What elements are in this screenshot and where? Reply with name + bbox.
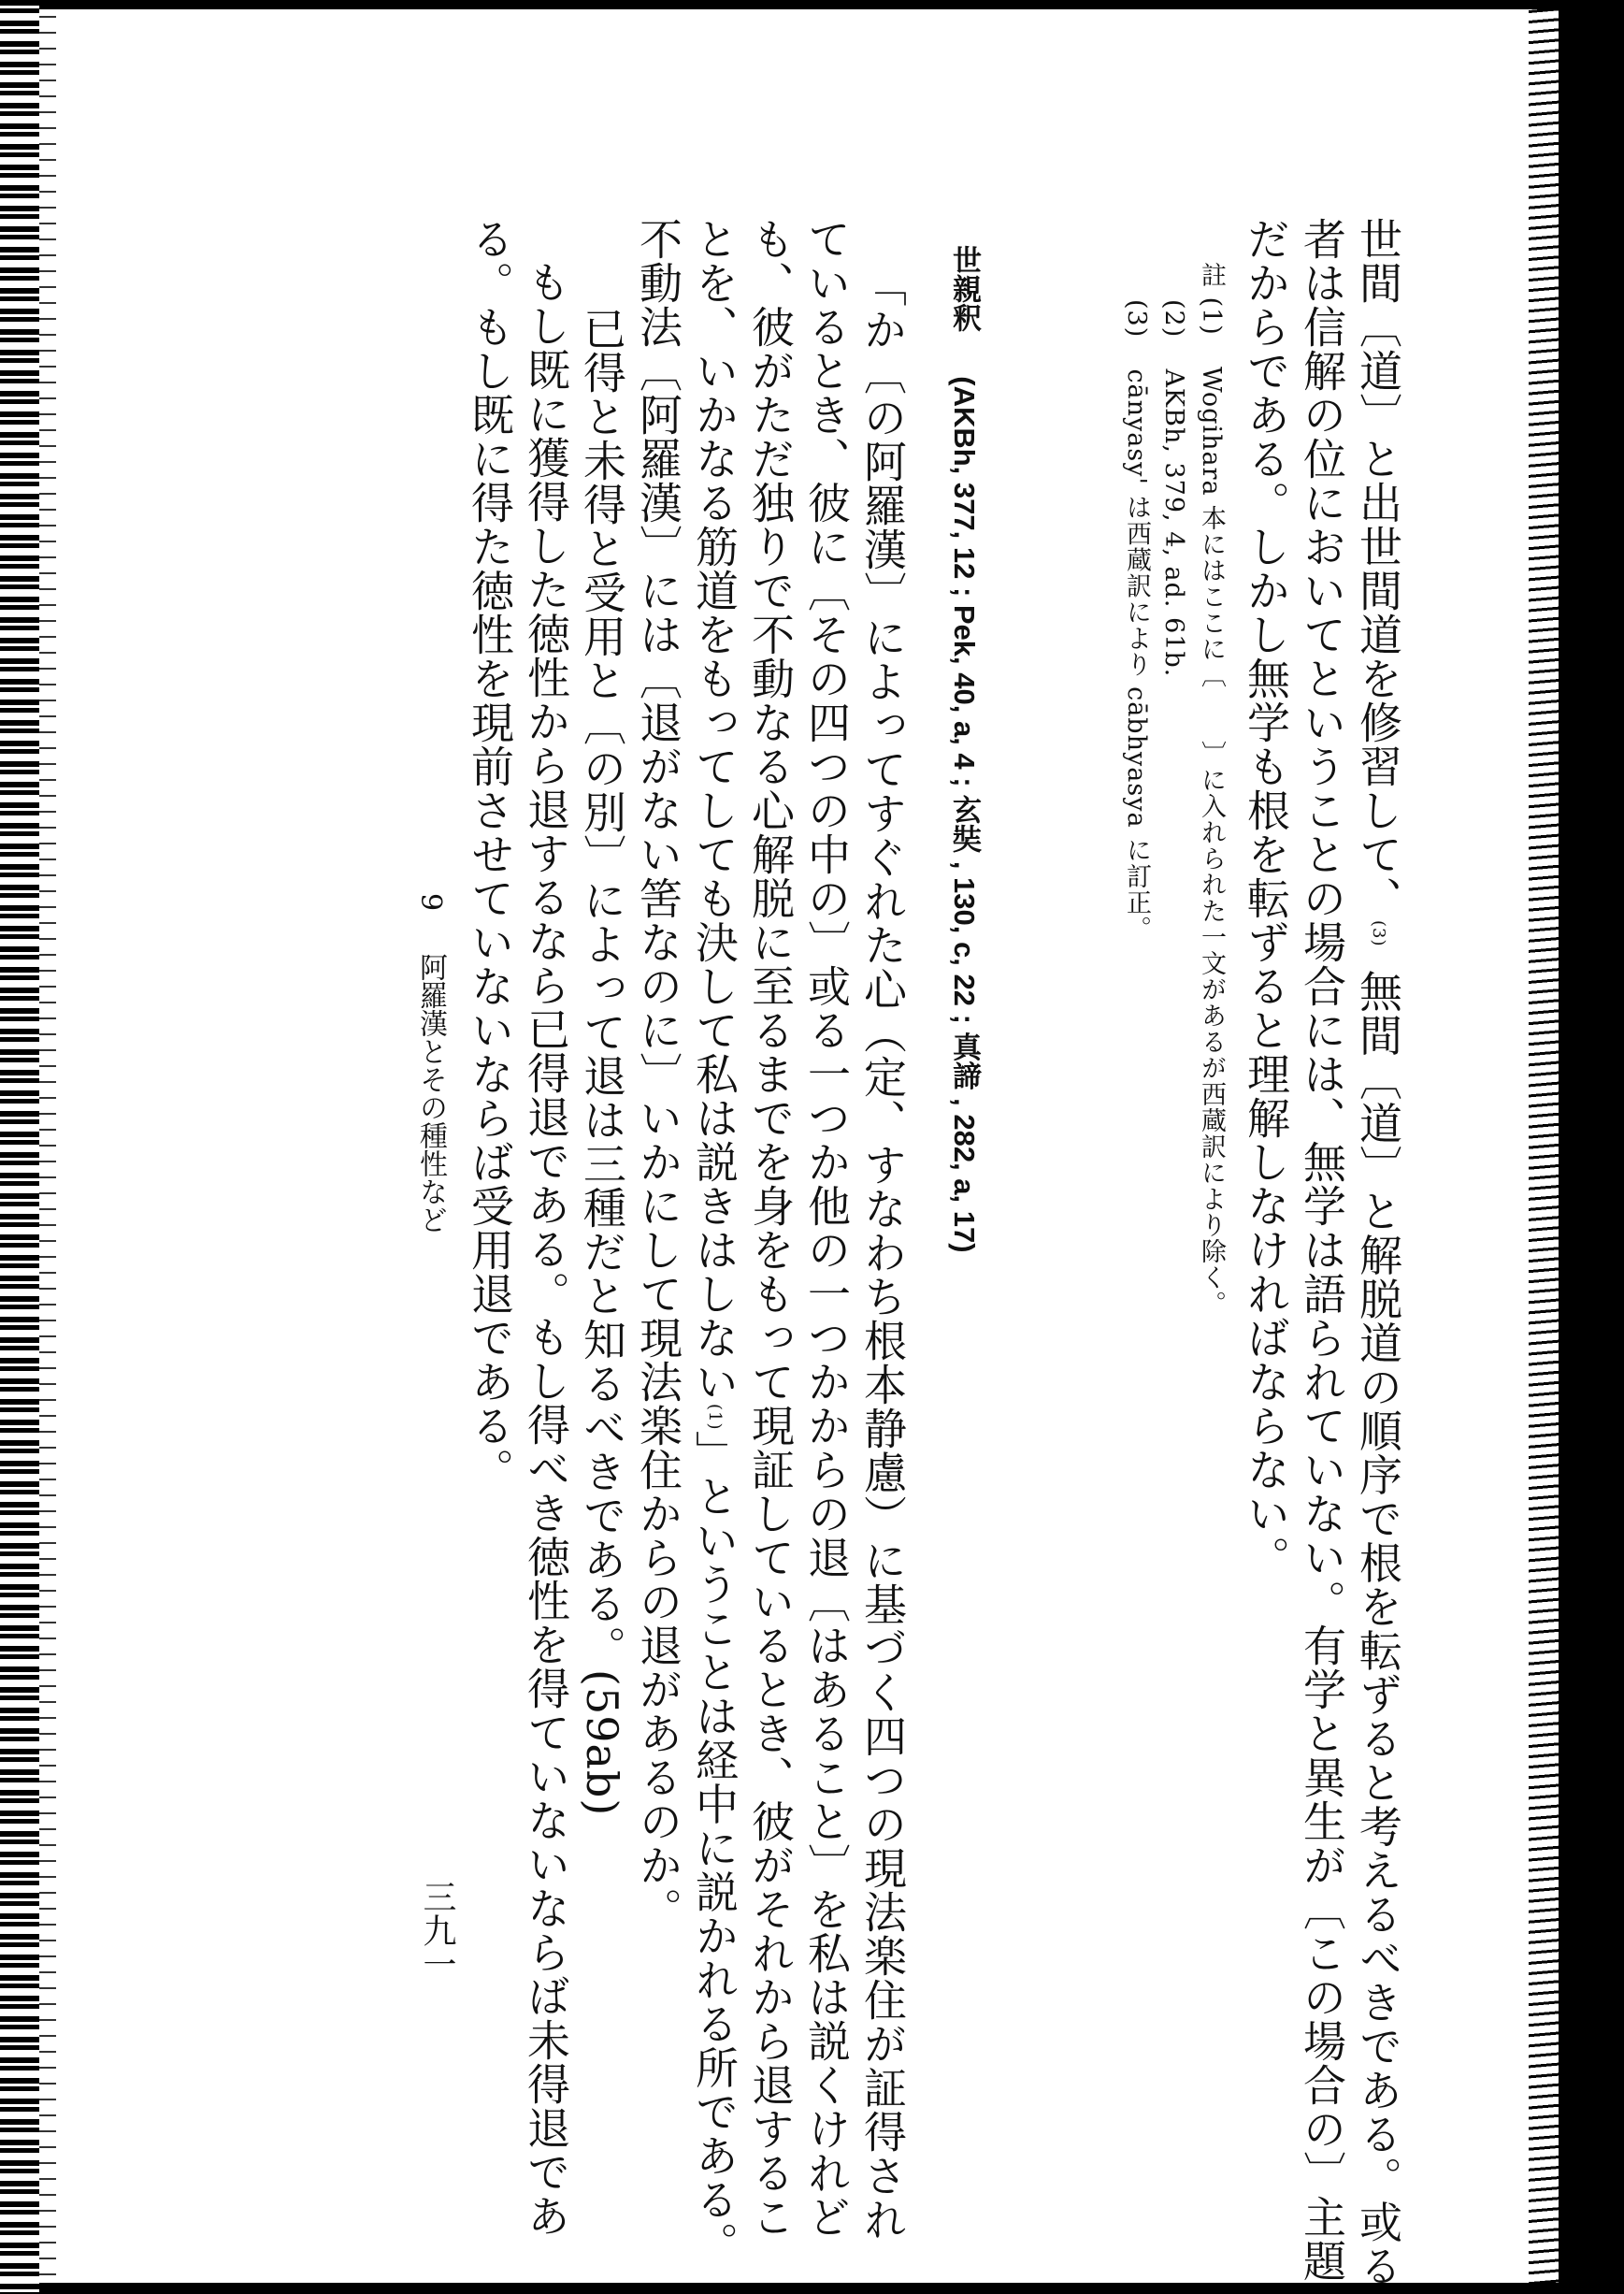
main-column-1	[857, 264, 908, 2242]
verse-column-3	[465, 217, 515, 1492]
note-3	[1124, 299, 1149, 942]
note-2-label: (2)	[1159, 299, 1188, 339]
footnote-ref-1: (1)	[705, 1404, 725, 1431]
body-line-1-cont: 無間〔道〕と解脱道の順序で根を転ずると考えるべきである。或る	[1353, 969, 1403, 2288]
note-3-label: (3)	[1122, 299, 1151, 339]
page-number	[418, 1880, 456, 1981]
body-column-1	[1353, 217, 1403, 2288]
main-column-2	[801, 217, 852, 2239]
verse-column-2	[521, 260, 571, 2238]
scan-border-right	[1559, 0, 1624, 2294]
verse-column-1	[577, 307, 627, 1817]
footer-chapter-no: 9	[414, 893, 447, 912]
footer-chapter-title: 阿羅漢とその種性など	[414, 953, 447, 1234]
heading-label: 世親釈	[948, 245, 981, 332]
main-line-4-tail: 」ということは経中に説かれる所である。	[689, 1430, 740, 2266]
body-column-2	[1297, 217, 1347, 2283]
note-1-text: Wogihara 本にはここに〔 〕に入れられた一文があるが西蔵訳により除く。	[1197, 367, 1226, 1318]
main-column-4	[689, 217, 740, 2266]
note-1	[1199, 262, 1224, 1317]
main-column-5	[633, 217, 683, 1931]
note-2-text: AKBh, 379, 4, ad. 61b.	[1159, 368, 1188, 678]
body-line-3: だからである。しかし無学も根を転ずると理解しなければならない。	[1241, 217, 1291, 1580]
section-heading	[950, 245, 979, 1253]
main-column-3	[745, 217, 796, 2239]
note-1-label: 註 (1)	[1197, 262, 1226, 336]
verse-line-1: 已得と未得と受用と〔の別〕によって退は三種だと知るべきである。(59ab)	[577, 307, 627, 1817]
heading-refs: (AKBh, 377, 12 ; Pek, 40, a, 4 ; 玄奘 , 130, c, 22 ; 真諦 , 282, a, 17)	[948, 376, 981, 1253]
page-number-text: 三九一	[418, 1880, 456, 1981]
body-column-3	[1241, 217, 1291, 1580]
main-line-1: 「か〔の阿羅漢〕によってすぐれた心（定、すなわち根本静慮）に基づく四つの現法楽住が証得され	[857, 264, 908, 2242]
note-2	[1161, 299, 1186, 677]
main-line-2: ているとき、彼に〔その四つの中の〕或る一つか他の一つかからの退〔はあること〕を私は説くけれど	[801, 217, 852, 2239]
scan-binding-shadow	[39, 0, 56, 2294]
main-line-5: 不動法〔阿羅漢〕には〔退がない筈なのに〕いかにして現法楽住からの退があるのか。	[633, 217, 683, 1931]
verse-line-2: もし既に獲得した徳性から退するなら已得退である。もし得べき徳性を得ていないならば未得退であ	[521, 260, 571, 2238]
footnote-ref-3: (3)	[1369, 920, 1388, 947]
main-line-3: も、彼がただ独りで不動なる心解脱に至るまでを身をもって現証しているとき、彼がそれから退するこ	[745, 217, 796, 2239]
verse-line-3: る。もし既に得た徳性を現前させていないならば受用退である。	[465, 217, 515, 1492]
scan-border-top	[0, 0, 1624, 9]
main-line-4: とを、いかなる筋道をもってしても決して私は説きはしない	[689, 217, 740, 1404]
running-footer	[414, 893, 447, 1234]
body-line-1: 世間〔道〕と出世間道を修習して、	[1353, 217, 1403, 920]
note-3-text: cānyasy' は西蔵訳により cābhyasya に訂正。	[1122, 368, 1151, 943]
body-line-2: 者は信解の位においてということの場合には、無学は語られていない。有学と異生が〔この場合の〕主題	[1297, 217, 1347, 2283]
scan-binding-edge	[0, 0, 39, 2294]
